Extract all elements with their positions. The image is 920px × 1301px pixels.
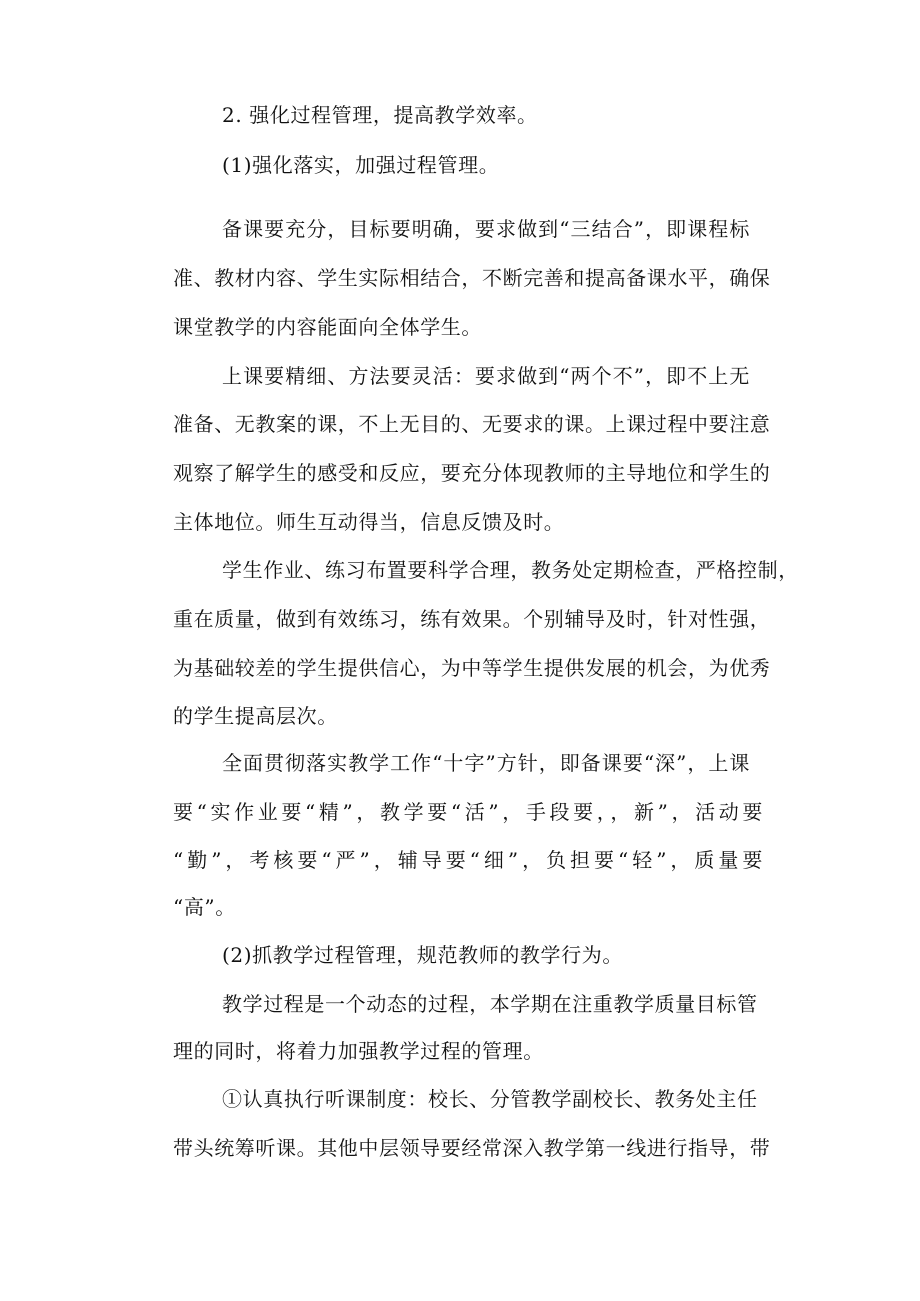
paragraph-line: 为基础较差的学生提供信心，为中等学生提供发展的机会，为优秀	[173, 656, 771, 680]
subsection-heading: (1)强化落实，加强过程管理。	[222, 153, 500, 177]
paragraph-line: 上课要精细、方法要灵活：要求做到“两个不”，即不上无	[222, 364, 750, 388]
paragraph-line: 教学过程是一个动态的过程，本学期在注重教学质量目标管	[222, 992, 758, 1016]
paragraph-line: 主体地位。师生互动得当，信息反馈及时。	[173, 510, 565, 534]
paragraph-line: 重在质量，做到有效练习，练有效果。个别辅导及时，针对性强，	[173, 607, 771, 631]
paragraph-line: 备课要充分，目标要明确，要求做到“三结合”，即课程标	[222, 217, 750, 241]
paragraph-line: 带头统筹听课。其他中层领导要经常深入教学第一线进行指导，带	[173, 1136, 771, 1160]
paragraph-line: 观察了解学生的感受和反应，要充分体现教师的主导地位和学生的	[173, 461, 771, 485]
paragraph-line: “勤”，考核要“严”，辅导要“细”，负担要“轻”，质量要	[173, 848, 763, 872]
paragraph-line: 的学生提高层次。	[173, 704, 338, 728]
paragraph-line: 准备、无教案的课，不上无目的、无要求的课。上课过程中要注意	[173, 412, 771, 436]
paragraph-line: 学生作业、练习布置要科学合理，教务处定期检查，严格控制，	[222, 558, 799, 582]
paragraph-line: ①认真执行听课制度：校长、分管教学副校长、教务处主任	[222, 1087, 758, 1111]
paragraph-line: 准、教材内容、学生实际相结合，不断完善和提高备课水平，确保	[173, 266, 771, 290]
subsection-heading: (2)抓教学过程管理，规范教师的教学行为。	[222, 943, 623, 967]
section-heading: 2. 强化过程管理，提高教学效率。	[222, 103, 538, 127]
paragraph-line: 要“实作业要“精”，教学要“活”，手段要，，新”，活动要	[173, 800, 763, 824]
paragraph-line: 课堂教学的内容能面向全体学生。	[173, 315, 482, 339]
paragraph-line: 全面贯彻落实教学工作“十字”方针，即备课要“深”，上课	[222, 751, 750, 775]
paragraph-line: “高”。	[173, 895, 236, 919]
paragraph-line: 理的同时，将着力加强教学过程的管理。	[173, 1039, 544, 1063]
